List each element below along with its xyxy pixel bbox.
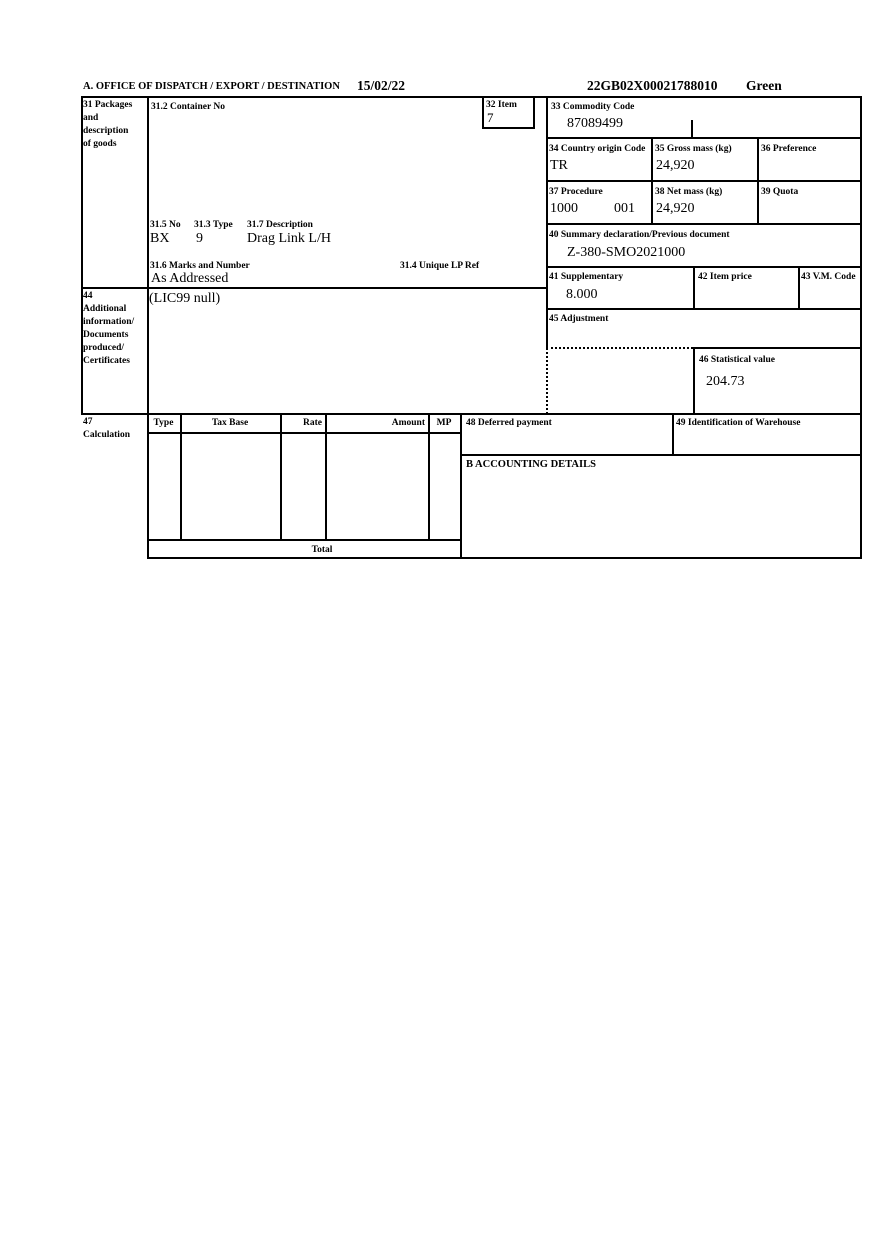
- box44-label-line4: Documents: [83, 330, 129, 340]
- divider-center: [546, 96, 548, 348]
- item-price-label: 42 Item price: [698, 272, 752, 282]
- declaration-date: 15/02/22: [357, 78, 406, 93]
- item-label: 32 Item: [486, 100, 517, 110]
- office-of-dispatch-label: A. OFFICE OF DISPATCH / EXPORT / DESTINATION: [83, 81, 340, 92]
- box31-label-line4: of goods: [83, 139, 117, 149]
- box32-left: [482, 96, 484, 129]
- deferred-payment-label: 48 Deferred payment: [466, 418, 552, 428]
- marks-number-label: 31.6 Marks and Number: [150, 261, 250, 271]
- divider-42-43: [798, 266, 800, 310]
- divider-35-36: [757, 137, 759, 225]
- col-mp-right: [460, 413, 462, 559]
- border-right: [860, 96, 862, 559]
- container-no-label: 31.2 Container No: [151, 102, 225, 112]
- divider-34-37: [546, 180, 862, 182]
- accounting-details-label: B ACCOUNTING DETAILS: [466, 459, 596, 470]
- divider-33-34: [546, 137, 862, 139]
- adjustment-label: 45 Adjustment: [549, 314, 609, 324]
- entry-number: 22GB02X00021788010: [587, 78, 718, 93]
- box46-left: [693, 347, 695, 414]
- packages-type-label: 31.3 Type: [194, 220, 233, 230]
- box47-label-line1: 47: [83, 417, 93, 427]
- col-header-amount: Amount: [391, 418, 425, 428]
- goods-desc-label: 31.7 Description: [247, 220, 313, 230]
- additional-info-value: (LIC99 null): [149, 291, 221, 306]
- box44-label-line1: 44: [83, 291, 93, 301]
- net-mass-value: 24,920: [656, 201, 695, 216]
- box32-right: [533, 96, 535, 129]
- commodity-code-label: 33 Commodity Code: [551, 102, 635, 112]
- divider-40-41: [546, 266, 862, 268]
- box44-label-line2: Additional: [83, 304, 127, 314]
- box33-subdivider: [691, 120, 693, 138]
- box44-label-line5: produced/: [83, 343, 125, 353]
- table-body-bottom: [147, 539, 462, 541]
- procedure-value-1: 1000: [550, 201, 578, 216]
- box31-label-line2: and: [83, 113, 99, 123]
- col-header-rate: Rate: [303, 418, 322, 428]
- divider-center-dotted: [546, 348, 548, 414]
- divider-37-40: [546, 223, 862, 225]
- warehouse-id-label: 49 Identification of Warehouse: [676, 418, 801, 428]
- box46-top: [693, 347, 862, 349]
- divider-34-35: [651, 137, 653, 225]
- statistical-value: 204.73: [706, 374, 745, 389]
- marks-number-value: As Addressed: [151, 271, 229, 286]
- table-header-bottom: [147, 432, 462, 434]
- box47-label-line2: Calculation: [83, 430, 130, 440]
- commodity-code-value: 87089499: [567, 116, 623, 131]
- net-mass-label: 38 Net mass (kg): [655, 187, 723, 197]
- gross-mass-label: 35 Gross mass (kg): [655, 144, 732, 154]
- summary-declaration-value: Z-380-SMO2021000: [567, 245, 686, 260]
- border-bottom: [147, 557, 862, 559]
- box31-label-line1: 31 Packages: [83, 100, 133, 110]
- divider-47-top: [81, 413, 862, 415]
- col-header-type: Type: [153, 418, 174, 428]
- packages-type-value: 9: [196, 231, 203, 246]
- box32-bottom: [482, 127, 535, 129]
- quota-label: 39 Quota: [761, 187, 799, 197]
- box44-label-line3: information/: [83, 317, 135, 327]
- summary-declaration-label: 40 Summary declaration/Previous document: [549, 230, 730, 240]
- divider-31-44: [81, 287, 547, 289]
- divider-41-42: [693, 266, 695, 310]
- country-origin-value: TR: [550, 158, 568, 173]
- packages-no-label: 31.5 No: [150, 220, 181, 230]
- procedure-value-2: 001: [614, 201, 635, 216]
- country-origin-label: 34 Country origin Code: [549, 144, 646, 154]
- vm-code-label: 43 V.M. Code: [801, 272, 856, 282]
- procedure-label: 37 Procedure: [549, 187, 603, 197]
- col-header-mp: MP: [436, 418, 452, 428]
- unique-lp-ref-label: 31.4 Unique LP Ref: [400, 261, 480, 271]
- goods-desc-value: Drag Link L/H: [247, 231, 331, 246]
- divider-label-column: [147, 96, 149, 559]
- divider-41-45: [546, 308, 862, 310]
- statistical-value-label: 46 Statistical value: [699, 355, 775, 365]
- box44-label-line6: Certificates: [83, 356, 130, 366]
- packages-no-value: BX: [150, 231, 170, 246]
- supplementary-value: 8.000: [566, 287, 598, 302]
- box31-label-line3: description: [83, 126, 129, 136]
- divider-48-accounting: [460, 454, 862, 456]
- box46-dotted-top: [546, 347, 693, 349]
- border-top: [81, 96, 862, 98]
- supplementary-label: 41 Supplementary: [549, 272, 624, 282]
- routing-status: Green: [746, 78, 782, 93]
- gross-mass-value: 24,920: [656, 158, 695, 173]
- preference-label: 36 Preference: [761, 144, 817, 154]
- total-label: Total: [311, 545, 333, 555]
- divider-48-49: [672, 413, 674, 456]
- col-header-tax-base: Tax Base: [211, 418, 249, 428]
- item-number-value: 7: [487, 110, 494, 125]
